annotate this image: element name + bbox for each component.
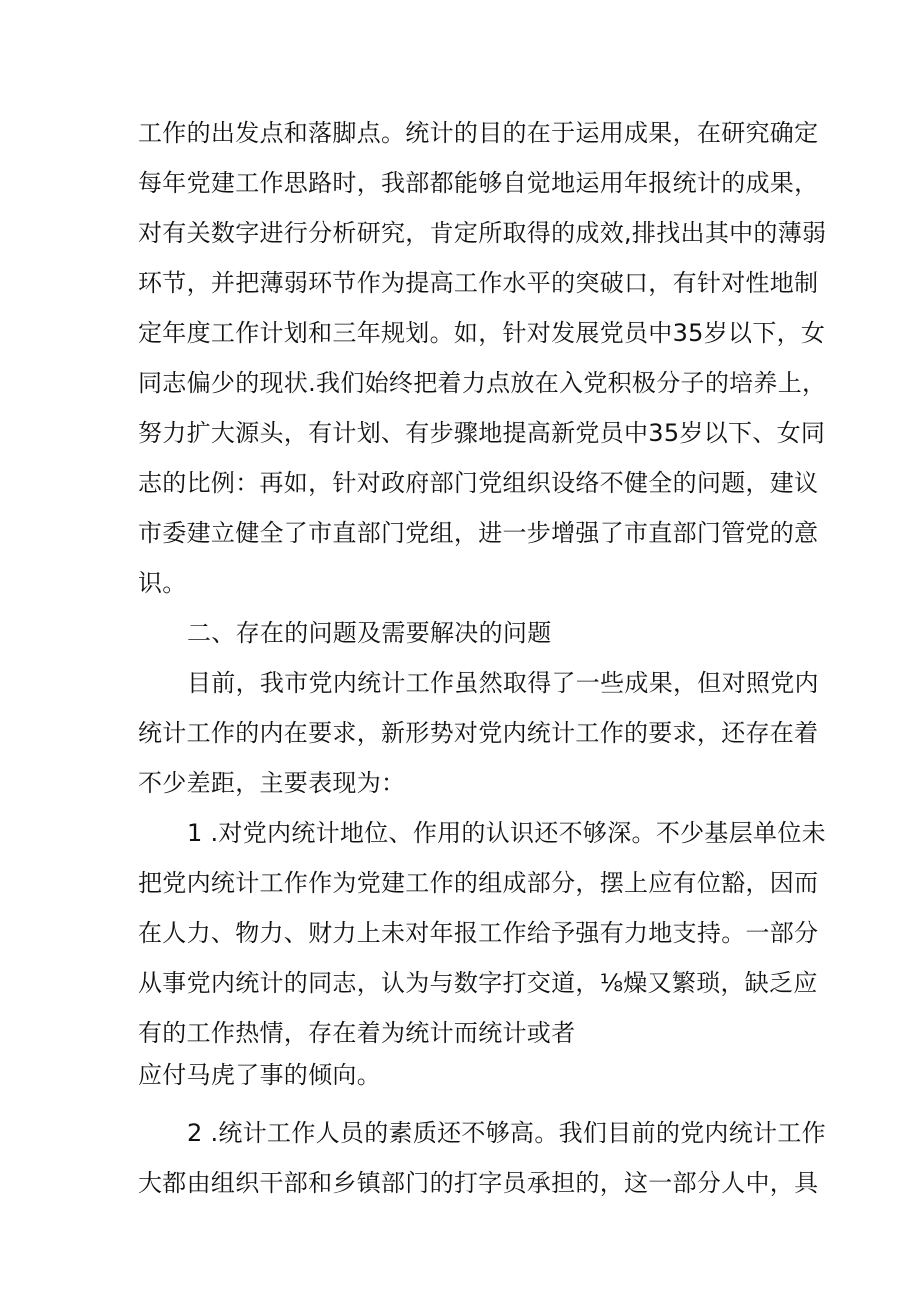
text-line: 应付马虎了事的倾向。 — [138, 1061, 381, 1089]
text-line: 同志偏少的现状.我们始终把着力点放在入党积极分子的培养上， — [138, 369, 827, 397]
text-line: 市委建立健全了市直部门党组，进一步增强了市直部门管党的意 — [138, 519, 819, 547]
text-line: 在人力、物力、财力上未对年报工作给予强有力地支持。一部分 — [138, 919, 819, 947]
text-line: 目前，我市党内统计工作虽然取得了一些成果，但对照党内 — [187, 669, 819, 697]
text-line: 努力扩大源头，有计划、有步骤地提高新党员中35岁以下、女同 — [138, 419, 826, 447]
text-line: 不少差距，主要表现为： — [138, 769, 406, 797]
text-line: 识。 — [138, 569, 187, 597]
text-line: 每年党建工作思路时，我部都能够自觉地运用年报统计的成果， — [138, 169, 819, 197]
text-line: 2 .统计工作人员的素质还不够高。我们目前的党内统计工作 — [187, 1119, 826, 1147]
section-heading: 二、存在的问题及需要解决的问题 — [187, 619, 552, 647]
text-line: 有的工作热情，存在着为统计而统计或者 — [138, 1019, 576, 1047]
text-line: 从事党内统计的同志，认为与数字打交道，⅛燥又繁琐，缺乏应 — [138, 969, 818, 997]
text-line: 定年度工作计划和三年规划。如，针对发展党员中35岁以下，女 — [138, 319, 826, 347]
text-line: 对有关数字进行分析研究，肯定所取得的成效,排找出其中的薄弱 — [138, 219, 827, 247]
text-line: 把党内统计工作作为党建工作的组成部分，摆上应有位豁，因而 — [138, 869, 819, 897]
text-line: 环节，并把薄弱环节作为提高工作水平的突破口，有针对性地制 — [138, 269, 819, 297]
text-line: 1 .对党内统计地位、作用的认识还不够深。不少基层单位未 — [187, 819, 826, 847]
text-line: 工作的出发点和落脚点。统计的目的在于运用成果，在研究确定 — [138, 119, 819, 147]
text-line: 大都由组织干部和乡镇部门的打字员承担的，这一部分人中，具 — [138, 1169, 819, 1197]
text-line: 志的比例：再如，针对政府部门党组织设络不健全的问题，建议 — [138, 469, 819, 497]
text-line: 统计工作的内在要求，新形势对党内统计工作的要求，还存在着 — [138, 719, 819, 747]
